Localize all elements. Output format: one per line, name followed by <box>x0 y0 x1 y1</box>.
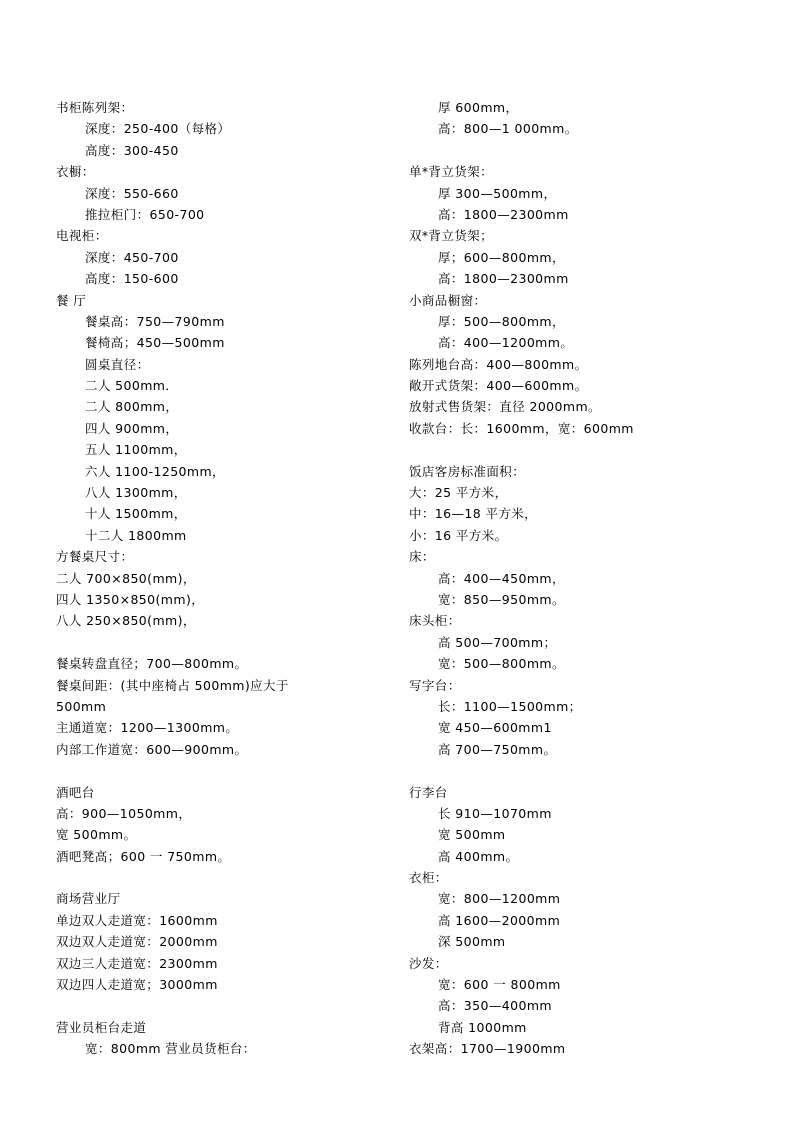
text-line: 餐桌高：750—790mm <box>85 313 225 329</box>
text-line: 宽：850—950mm。 <box>438 591 565 607</box>
text-line: 餐桌转盘直径；700—800mm。 <box>56 656 248 672</box>
text-line: 二人 700×850(mm)， <box>56 570 196 586</box>
text-line: 深度：450-700 <box>85 249 179 265</box>
text-line: 二人 500mm． <box>85 378 179 394</box>
text-line: 高度：300-450 <box>85 142 179 158</box>
text-line: 宽 450—600mm1 <box>438 720 552 736</box>
text-line: 饭店客房标准面积： <box>409 463 526 479</box>
text-line: 收款台：长：1600mm，宽：600mm <box>409 420 634 436</box>
text-line: 商场营业厅 <box>56 891 121 907</box>
text-line: 高：400—1200mm。 <box>438 335 574 351</box>
blank-line <box>56 867 386 888</box>
text-line: 深度：550-660 <box>85 185 179 201</box>
text-line: 餐 厅 <box>56 292 87 308</box>
text-line: 高：900—1050mm， <box>56 805 192 821</box>
text-line: 四人 900mm， <box>85 420 179 436</box>
text-line: 厚 600mm， <box>438 100 519 115</box>
text-line: 推拉柜门：650-700 <box>85 206 205 222</box>
text-line: 十人 1500mm， <box>85 506 187 522</box>
text-line: 行李台 <box>409 784 448 800</box>
text-line: 八人 1300mm， <box>85 485 187 501</box>
text-line: 床头柜： <box>409 613 461 629</box>
text-line: 宽：800—1200mm <box>438 891 561 907</box>
text-line: 单边双人走道宽：1600mm <box>56 912 218 928</box>
text-line: 宽：800mm 营业员货柜台： <box>85 1041 256 1057</box>
text-line: 放射式售货架：直径 2000mm。 <box>409 399 601 415</box>
blank-line <box>409 760 779 781</box>
text-line: 敞开式货架：400—600mm。 <box>409 378 588 394</box>
text-line: 方餐桌尺寸： <box>56 549 134 565</box>
text-line: 双*背立货架； <box>409 228 494 244</box>
text-line: 小：16 平方米。 <box>409 527 508 543</box>
text-line: 高度：150-600 <box>85 271 179 287</box>
text-line: 高：400—450mm， <box>438 570 565 586</box>
text-line: 圆桌直径： <box>85 356 150 372</box>
text-line: 高 700—750mm。 <box>438 741 557 757</box>
text-line: 陈列地台高：400—800mm。 <box>409 356 588 372</box>
text-line: 衣柜： <box>409 870 448 886</box>
blank-line <box>56 995 386 1016</box>
text-line: 餐椅高；450—500mm <box>85 335 225 351</box>
text-line: 高：350—400mm <box>438 998 552 1014</box>
text-line: 宽：500—800mm。 <box>438 656 565 672</box>
right-text-column <box>409 97 779 1060</box>
text-line: 宽 500mm <box>438 827 506 843</box>
text-line: 书柜陈列架： <box>56 100 134 115</box>
text-line: 营业员柜台走道 <box>56 1019 147 1035</box>
text-line: 酒吧台 <box>56 784 95 800</box>
text-line: 六人 1100-1250mm， <box>85 463 225 479</box>
text-line: 餐桌间距：(其中座椅占 500mm)应大于 <box>56 677 289 693</box>
text-line: 主通道宽：1200—1300mm。 <box>56 720 239 736</box>
text-line: 四人 1350×850(mm)， <box>56 591 205 607</box>
text-line: 高 500—700mm； <box>438 634 557 650</box>
blank-line <box>409 140 779 161</box>
text-line: 双边三人走道宽：2300mm <box>56 955 218 971</box>
text-line: 衣架高：1700—1900mm <box>409 1041 566 1057</box>
text-line: 深度：250-400（每格） <box>85 121 231 137</box>
text-line: 小商品橱窗： <box>409 292 487 308</box>
blank-line <box>56 760 386 781</box>
blank-line <box>409 439 779 460</box>
text-line: 双边双人走道宽：2000mm <box>56 934 218 950</box>
text-line: 长 910—1070mm <box>438 805 552 821</box>
text-line: 单*背立货架： <box>409 164 494 180</box>
text-line: 高：1800—2300mm <box>438 271 569 287</box>
text-line: 内部工作道宽：600—900mm。 <box>56 741 248 757</box>
text-line: 十二人 1800mm <box>85 527 187 543</box>
text-line: 高：1800—2300mm <box>438 206 569 222</box>
text-line: 大：25 平方米， <box>409 485 508 501</box>
left-text-column <box>56 97 386 1060</box>
text-line: 长：1100—1500mm； <box>438 698 582 714</box>
text-line: 厚；600—800mm， <box>438 249 565 265</box>
text-line: 宽 500mm。 <box>56 827 137 843</box>
text-line: 衣橱： <box>56 164 95 180</box>
text-line: 背高 1000mm <box>438 1019 527 1035</box>
text-line: 八人 250×850(mm)， <box>56 613 196 629</box>
text-line: 中：16—18 平方米， <box>409 506 538 522</box>
text-line: 双边四人走道宽；3000mm <box>56 977 218 993</box>
text-line: 沙发： <box>409 955 448 971</box>
text-line: 五人 1100mm， <box>85 442 187 458</box>
text-line: 酒吧凳高；600 一 750mm。 <box>56 848 231 864</box>
text-line: 写字台： <box>409 677 461 693</box>
text-line: 高 400mm。 <box>438 848 519 864</box>
text-line: 深 500mm <box>438 934 506 950</box>
text-line: 厚 300—500mm， <box>438 185 557 201</box>
text-line: 床： <box>409 549 435 565</box>
text-line: 二人 800mm， <box>85 399 179 415</box>
blank-line <box>56 632 386 653</box>
text-line: 电视柜： <box>56 228 108 244</box>
text-line: 高：800—1 000mm。 <box>438 121 578 137</box>
text-line: 500mm <box>56 698 107 714</box>
text-line: 宽：600 一 800mm <box>438 977 561 993</box>
text-line: 厚：500—800mm， <box>438 313 565 329</box>
text-line: 高 1600—2000mm <box>438 912 561 928</box>
